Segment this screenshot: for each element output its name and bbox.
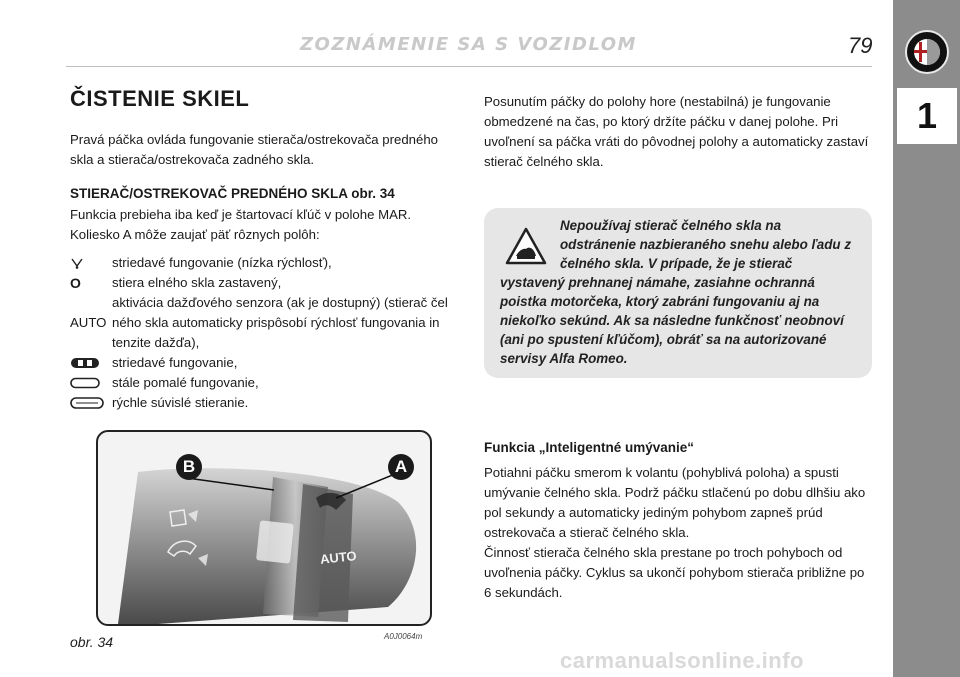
list-item: [70, 393, 462, 413]
list-item: [70, 293, 462, 353]
figure-34: [96, 430, 432, 626]
positions-intro: Funkcia prebieha iba keď je štartovací kľúč v polohe MAR. Koliesko A môže zaujať päť rôznych polôh:: [70, 207, 412, 242]
intermittent-ring-icon: [70, 353, 112, 373]
callout-b-label: B: [182, 457, 196, 476]
callout-a-label: A: [394, 457, 408, 476]
callout-a: [388, 454, 414, 480]
right-paragraph-1: Posunutím páčky do polohy hore (nestabilná) je fungovanie obmedzené na čas, po ktorý držíte páčku v danej polohe. Pri uvoľnení sa páčka vráti do pôvodnej polohy a automaticky zastaví stierač čelného skla.: [484, 94, 869, 169]
mode-text: striedavé fungovanie (nízka rýchlosť),: [112, 255, 332, 270]
warning-triangle-icon: [504, 226, 548, 266]
section-title: ČISTENIE SKIEL: [70, 86, 250, 111]
page-number: 79: [848, 33, 873, 58]
mode-text: striedavé fungovanie,: [112, 355, 238, 370]
warning-text: Nepoužívaj stierač čelného skla na odstránenie nazbieraného snehu alebo ľadu z čelného skla. V prípade, že je stierač vystavený prehnanej námahe, zasiahne ochranná poistka motorčeka, ktorý zabráni fungovaniu aj na niekoľko sekúnd. Ak sa následne funkčnosť neobnoví (ani po spustení kľúčom), obráť sa na autorizované servisy Alfa Romeo.: [500, 218, 852, 366]
watermark: carmanualsonline.info: [560, 648, 804, 673]
intro-paragraph: Pravá páčka ovláda fungovanie stierača/ostrekovača predného skla a stierača/ostrekovača zadného skla.: [70, 132, 439, 167]
auto-label: AUTO: [319, 548, 358, 567]
fast-ring-icon: [70, 393, 112, 413]
warning-box: [484, 208, 872, 378]
right-paragraph-2: Potiahni páčku smerom k volantu (pohyblivá poloha) a spusti umývanie čelného skla. Podrž páčku stlačenú po dobu dlhšiu ako pol sekundy a automaticky jediným pohybom zapneš prúd ostrekovača a stierač čelného skla.: [484, 465, 866, 540]
mode-text: aktivácia dažďového senzora (ak je dostupný) (stierač čel ného skla automaticky prispôsobí rýchlosť fungovania in tenzite dažďa),: [112, 295, 448, 350]
figure-code: A0J0064m: [384, 632, 423, 641]
alfa-romeo-logo-icon: [905, 30, 949, 74]
wiper-stalk-illustration: [98, 432, 430, 624]
mode-text: stále pomalé fungovanie,: [112, 375, 259, 390]
left-column: [70, 86, 462, 413]
smart-wash-subhead: Funkcia „Inteligentné umývanie“: [484, 440, 695, 455]
list-item: [70, 353, 462, 373]
mode-text: stiera elného skla zastavený,: [112, 275, 282, 290]
slow-ring-icon: [70, 373, 112, 393]
right-paragraph-3: Činnosť stierača čelného skla prestane po troch pohyboch od uvoľnenia páčky. Cyklus sa ukončí pohybom stierača približne po 6 sekundách.: [484, 545, 865, 600]
chapter-tab: [897, 88, 957, 144]
list-item: [70, 373, 462, 393]
header-divider: [66, 66, 872, 67]
front-wiper-subhead: STIERAČ/OSTREKOVAČ PREDNÉHO SKLA obr. 34: [70, 186, 395, 201]
wiper-mode-list: [70, 253, 462, 413]
intermittent-wipe-icon: [70, 253, 112, 273]
right-column: [484, 92, 872, 603]
chapter-number: 1: [916, 95, 938, 136]
callout-b: [176, 454, 202, 480]
list-item: [70, 273, 462, 293]
list-item: [70, 253, 462, 273]
mode-symbol: AUTO: [70, 315, 107, 330]
figure-caption: obr. 34: [70, 634, 114, 650]
mode-text: rýchle súvislé stieranie.: [112, 395, 249, 410]
header-title: ZOZNÁMENIE SA S VOZIDLOM: [300, 34, 637, 55]
mode-symbol: O: [70, 275, 81, 291]
